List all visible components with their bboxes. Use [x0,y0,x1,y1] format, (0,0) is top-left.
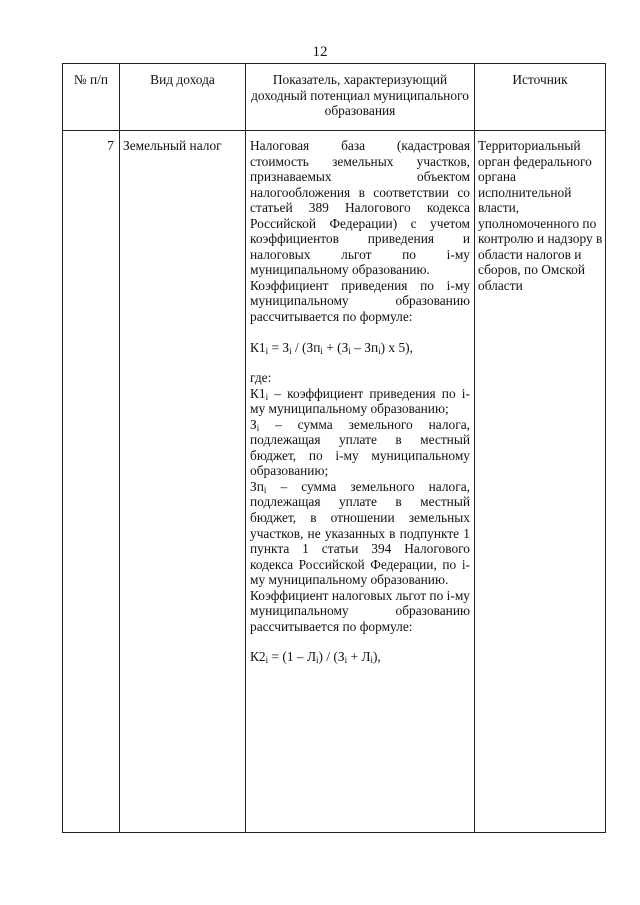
f1-eq: = З [268,339,290,355]
indicator-paragraph-2: Коэффициент приведения по i-му муниципальному образованию рассчитывается по формуле: [250,277,470,325]
d1-text: – коэффициент приведения по i-му муниципальному образованию; [250,385,470,417]
row-income-type: Земельный налог [120,131,246,833]
header-indicator-text: Показатель, характеризующий доходный потенциал муниципального образования [251,72,469,119]
f2-s1: i [316,655,319,666]
f2-s3: i [370,655,373,666]
d3-sym: Зп [250,478,264,494]
income-table [62,63,606,833]
header-num [63,64,120,131]
definition-k1 [250,386,470,417]
formula-k2 [250,649,470,665]
f1-plus: + (З [322,339,349,355]
d3-sub: i [263,484,267,495]
where-label: где: [250,370,272,386]
indicator-paragraph-1: Налоговая база (кадастровая стоимость земельных участков, признаваемых объектом налогообложения в соответствии со статьей 389 Налогового кодекса Российской Федерации) с учетом коэффициентов приведения и налоговых льгот по i-му муниципальному образованию. [250,138,470,278]
f1-sub-lhs: i [265,345,269,356]
header-income-type-text: Вид дохода [150,72,215,87]
f2-mid: ) / (З [318,649,345,665]
f2-plus: + Л [347,649,371,665]
d2-sym: З [250,416,257,432]
indicator-paragraph-3: Коэффициент налоговых льгот по i-му муниципальному образованию рассчитывается по формуле: [250,587,470,634]
d2-text: – сумма земельного налога, подлежащая уплате в местный бюджет, по i-му муниципальному образованию; [250,416,470,479]
row-indicator [246,131,475,833]
f1-lhs: К1 [250,339,266,355]
f2-s2: i [344,655,348,666]
definition-z [250,417,470,479]
f2-lhs: К2 [250,649,266,665]
table-header-row [63,64,606,131]
d3-text: – сумма земельного налога, подлежащая уплате в местный бюджет, в отношении земельных участков, не указанных в подпункте 1 пункта 1 статьи 394 Налогового кодекса Российской Федерации, по i-му муниципальному образованию. [250,478,470,588]
header-source [475,64,606,131]
f1-s3: i [348,345,351,356]
f2-end: ), [372,649,381,665]
f2-eq: = (1 – Л [268,649,317,665]
f2-sub-lhs: i [265,655,269,666]
d1-sub: i [265,391,269,402]
header-indicator [246,64,475,131]
f1-end: ) х 5), [380,339,413,355]
d1-sym: К1 [250,385,266,401]
f1-s2: i [320,345,323,356]
header-source-text: Источник [512,72,568,87]
d2-sub: i [256,422,260,433]
formula-k1 [250,340,470,356]
row-source: Территориальный орган федерального органа исполнительной власти, уполномоченного по контролю и надзору в области налогов и сборов, по Омской области [475,131,606,833]
f1-s4: i [378,345,381,356]
row-number: 7 [63,131,120,833]
header-income-type [120,64,246,131]
definition-zp [250,479,470,588]
page-number: 12 [312,44,328,60]
f1-s1: i [289,345,292,356]
f1-minus: – Зп [350,339,379,355]
table-row [63,131,606,833]
header-num-text: № п/п [73,72,109,87]
f1-mid: / (Зп [291,339,321,355]
